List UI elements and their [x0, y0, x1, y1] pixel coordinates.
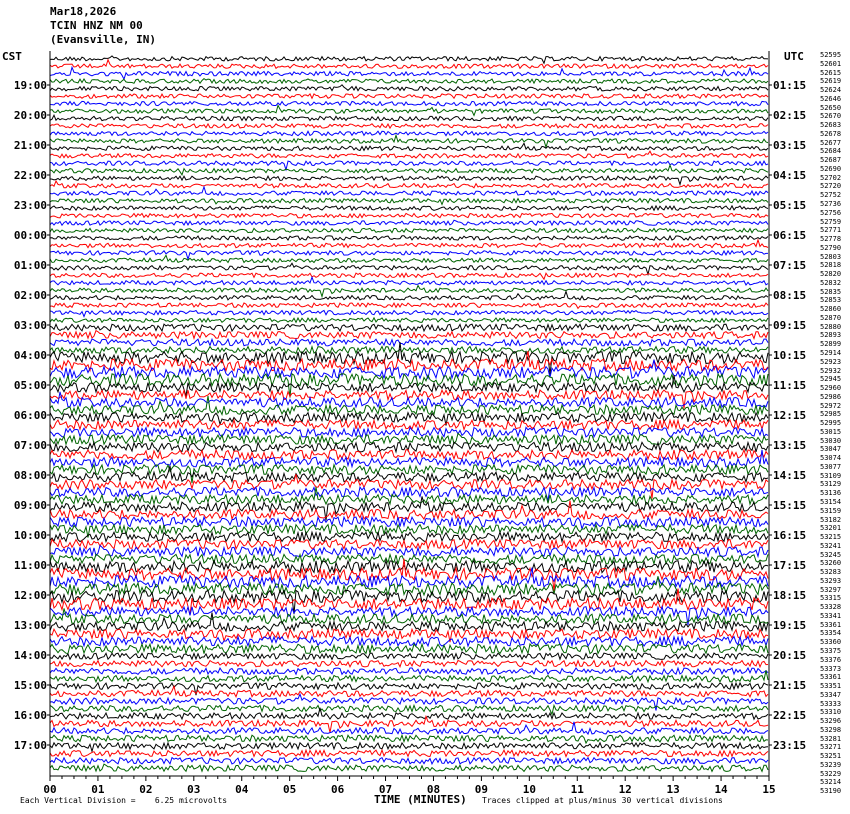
trace-line: [50, 176, 768, 185]
count-label: 53260: [820, 559, 842, 568]
count-label: 53074: [820, 454, 842, 463]
x-tick-label: 09: [474, 783, 489, 796]
count-label: 52650: [820, 103, 842, 112]
count-label: 52790: [820, 243, 842, 252]
header-date: Mar18,2026: [50, 5, 117, 18]
trace-line: [50, 255, 768, 262]
count-label: 52923: [820, 357, 842, 366]
count-label: 53030: [820, 436, 842, 445]
trace-line: [50, 251, 768, 260]
count-label: 52932: [820, 366, 842, 375]
trace-line: [50, 324, 768, 331]
left-hour-label: 07:00: [13, 439, 47, 452]
trace-line: [50, 375, 768, 396]
trace-line: [50, 161, 768, 170]
trace-line: [50, 347, 768, 354]
trace-line: [50, 79, 768, 84]
count-label: 52820: [820, 270, 842, 279]
right-hour-label: 08:15: [773, 289, 807, 302]
right-hour-label: 15:15: [773, 499, 807, 512]
trace-line: [50, 613, 768, 632]
x-tick-label: 05: [283, 783, 297, 796]
right-hour-label: 06:15: [773, 229, 807, 242]
trace-line: [50, 85, 768, 91]
left-hour-label: 11:00: [13, 559, 47, 572]
count-label: 52736: [820, 200, 842, 208]
count-label: 53245: [820, 550, 842, 559]
right-timezone-label: UTC: [784, 50, 804, 63]
trace-line: [50, 199, 768, 205]
header-station: TCIN HNZ NM 00: [50, 19, 143, 32]
x-tick-label: 06: [330, 783, 345, 796]
trace-line: [50, 277, 768, 285]
count-label: 53214: [820, 778, 842, 787]
count-label: 52619: [820, 77, 842, 86]
count-label: 52624: [820, 86, 842, 95]
right-hour-label: 21:15: [773, 679, 807, 692]
trace-line: [50, 670, 768, 681]
count-label: 53015: [820, 427, 842, 436]
count-label: 53341: [820, 611, 842, 620]
x-tick-label: 02: [139, 783, 153, 796]
right-hour-label: 14:15: [773, 469, 807, 482]
trace-line: [50, 764, 768, 771]
trace-line: [50, 143, 768, 150]
scale-note: Each Vertical Division = 6.25 microvolts: [20, 796, 228, 805]
left-hour-label: 03:00: [13, 319, 47, 332]
trace-line: [50, 331, 768, 339]
count-label: 52670: [820, 112, 842, 121]
count-label: 53251: [820, 752, 842, 761]
trace-line: [50, 465, 768, 484]
trace-line: [50, 311, 768, 317]
x-tick-label: 00: [43, 783, 57, 796]
count-label: 52995: [820, 419, 842, 428]
count-label: 52752: [820, 191, 842, 200]
left-hour-label: 22:00: [13, 169, 47, 182]
left-hour-label: 05:00: [13, 379, 47, 392]
count-label: 52899: [820, 340, 842, 349]
count-label: 52687: [820, 156, 842, 165]
count-label: 52595: [820, 51, 842, 59]
count-label: 53239: [820, 760, 842, 769]
count-label: 53215: [820, 533, 842, 542]
x-tick-label: 11: [570, 783, 584, 796]
left-hour-label: 23:00: [13, 199, 47, 212]
count-label: 53310: [820, 708, 842, 717]
x-tick-label: 03: [187, 783, 201, 796]
count-label: 52683: [820, 121, 842, 130]
x-tick-label: 04: [235, 783, 249, 796]
count-label: 53271: [820, 743, 842, 752]
count-label: 52832: [820, 278, 842, 287]
count-label: 53328: [820, 603, 842, 612]
trace-line: [50, 206, 768, 210]
x-tick-label: 10: [522, 783, 536, 796]
trace-line: [50, 644, 768, 654]
trace-line: [50, 487, 768, 501]
count-label: 53315: [820, 594, 842, 603]
x-tick-label: 07: [378, 783, 393, 796]
trace-line: [50, 101, 768, 105]
trace-line: [50, 758, 768, 764]
count-label: 53201: [820, 524, 842, 533]
count-label: 52759: [820, 217, 842, 226]
count-label: 53159: [820, 506, 842, 515]
x-tick-label: 01: [91, 783, 105, 796]
clip-note: Traces clipped at plus/minus 30 vertical divisions: [482, 796, 723, 805]
count-label: 53109: [820, 471, 842, 480]
trace-line: [50, 750, 768, 756]
count-label: 52803: [820, 252, 842, 261]
right-hour-label: 22:15: [773, 709, 807, 722]
trace-line: [50, 115, 768, 121]
count-label: 53047: [820, 445, 842, 454]
trace-line: [50, 213, 768, 217]
left-hour-label: 12:00: [13, 589, 47, 602]
count-label: 52756: [820, 208, 842, 217]
left-hour-label: 10:00: [13, 529, 47, 542]
count-label: 53360: [820, 638, 842, 647]
left-hour-label: 15:00: [13, 679, 47, 692]
trace-line: [50, 392, 768, 407]
count-label: 53281: [820, 734, 842, 743]
trace-line: [50, 135, 768, 147]
trace-line: [50, 607, 768, 625]
trace-line: [50, 568, 768, 588]
right-hour-label: 05:15: [773, 199, 807, 212]
count-label: 52690: [820, 164, 842, 173]
right-hour-label: 23:15: [773, 739, 807, 752]
x-tick-label: 12: [618, 783, 632, 796]
right-hour-label: 02:15: [773, 109, 807, 122]
count-label: 53229: [820, 769, 842, 778]
left-hour-label: 21:00: [13, 139, 47, 152]
count-label: 53241: [820, 541, 842, 550]
count-label: 53376: [820, 655, 842, 664]
count-label: 52678: [820, 129, 842, 138]
count-label: 53375: [820, 647, 842, 655]
count-label: 53333: [820, 699, 842, 708]
left-hour-label: 06:00: [13, 409, 47, 422]
left-timezone-label: CST: [2, 50, 22, 63]
left-hour-label: 17:00: [13, 739, 47, 752]
trace-line: [50, 240, 768, 248]
trace-line: [50, 286, 768, 297]
trace-line: [50, 273, 768, 279]
trace-line: [50, 56, 768, 63]
count-label: 52771: [820, 226, 842, 235]
right-hour-label: 03:15: [773, 139, 807, 152]
count-label: 53182: [820, 515, 842, 524]
right-hour-label: 20:15: [773, 649, 807, 662]
count-label: 53351: [820, 682, 842, 691]
left-hour-label: 09:00: [13, 499, 47, 512]
count-label: 53296: [820, 717, 842, 726]
right-hour-label: 07:15: [773, 259, 807, 272]
count-label: 52677: [820, 138, 842, 147]
trace-line: [50, 668, 768, 674]
count-label: 52835: [820, 287, 842, 296]
count-label: 52972: [820, 401, 842, 410]
left-hour-label: 13:00: [13, 619, 47, 632]
count-label: 52702: [820, 173, 842, 182]
count-label: 53347: [820, 690, 842, 699]
x-tick-label: 15: [762, 783, 776, 796]
trace-line: [50, 339, 768, 346]
right-hour-label: 18:15: [773, 589, 807, 602]
right-hour-label: 01:15: [773, 79, 807, 92]
count-label: 52646: [820, 94, 842, 103]
count-label: 52945: [820, 375, 842, 384]
trace-line: [50, 661, 768, 667]
right-hour-label: 13:15: [773, 439, 807, 452]
left-hour-label: 16:00: [13, 709, 47, 722]
header-location: (Evansville, IN): [50, 33, 156, 46]
left-hour-label: 04:00: [13, 349, 47, 362]
trace-line: [50, 94, 768, 98]
trace-line: [50, 60, 768, 69]
trace-line: [50, 220, 768, 225]
count-label: 52601: [820, 59, 842, 68]
trace-group: [50, 56, 768, 772]
trace-line: [50, 263, 768, 274]
trace-line: [50, 187, 768, 196]
trace-line: [50, 303, 768, 308]
count-label: 52860: [820, 305, 842, 314]
trace-line: [50, 228, 768, 232]
count-label: 52818: [820, 261, 842, 270]
count-label: 52986: [820, 392, 842, 401]
x-tick-label: 14: [714, 783, 728, 796]
count-label: 53077: [820, 462, 842, 471]
trace-line: [50, 124, 768, 128]
count-label: 53136: [820, 489, 842, 498]
count-label: 53373: [820, 664, 842, 673]
right-hour-label: 16:15: [773, 529, 807, 542]
trace-line: [50, 151, 768, 158]
x-tick-label: 13: [666, 783, 680, 796]
trace-line: [50, 420, 768, 430]
trace-line: [50, 652, 768, 659]
count-label: 53283: [820, 568, 842, 577]
count-label: 52880: [820, 322, 842, 331]
count-label: 52720: [820, 182, 842, 191]
left-hour-label: 08:00: [13, 469, 47, 482]
count-label: 52853: [820, 296, 842, 305]
left-hour-label: 20:00: [13, 109, 47, 122]
x-tick-label: 08: [426, 783, 441, 796]
left-hour-label: 01:00: [13, 259, 47, 272]
trace-line: [50, 165, 768, 175]
left-hour-label: 14:00: [13, 649, 47, 662]
count-label: 53293: [820, 576, 842, 585]
count-label: 52778: [820, 235, 842, 244]
right-hour-label: 12:15: [773, 409, 807, 422]
trace-line: [50, 434, 768, 445]
count-label: 53129: [820, 480, 842, 489]
right-hour-label: 19:15: [773, 619, 807, 632]
count-label: 53190: [820, 787, 842, 796]
trace-line: [50, 291, 768, 300]
count-label: 53154: [820, 498, 842, 506]
left-hour-label: 19:00: [13, 79, 47, 92]
count-label: 52960: [820, 384, 842, 393]
count-label: 52684: [820, 147, 842, 156]
right-hour-label: 09:15: [773, 319, 807, 332]
trace-line: [50, 318, 768, 322]
right-hour-label: 11:15: [773, 379, 807, 392]
right-hour-label: 10:15: [773, 349, 807, 362]
count-label: 53361: [820, 620, 842, 629]
count-label: 53297: [820, 585, 842, 594]
count-label: 53354: [820, 629, 842, 638]
trace-line: [50, 67, 768, 79]
count-label: 52893: [820, 331, 842, 340]
left-hour-label: 00:00: [13, 229, 47, 242]
trace-line: [50, 236, 768, 240]
count-label: 52914: [820, 349, 842, 357]
trace-line: [50, 181, 768, 188]
left-hour-label: 02:00: [13, 289, 47, 302]
x-axis-title: TIME (MINUTES): [374, 793, 467, 806]
trace-line: [50, 735, 768, 743]
trace-line: [50, 705, 768, 714]
count-label: 53298: [820, 725, 842, 734]
count-label: 52615: [820, 68, 842, 77]
count-label: 53361: [820, 673, 842, 682]
right-hour-label: 04:15: [773, 169, 807, 182]
count-label: 52870: [820, 313, 842, 322]
trace-line: [50, 105, 768, 115]
right-hour-label: 17:15: [773, 559, 807, 572]
count-label: 52985: [820, 410, 842, 419]
trace-line: [50, 131, 768, 135]
